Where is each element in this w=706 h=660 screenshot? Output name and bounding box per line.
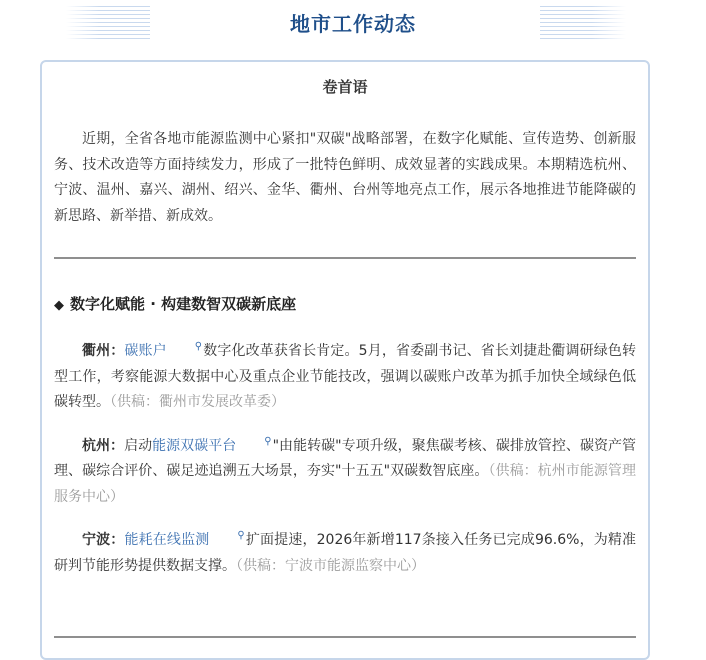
content-card-inner — [54, 62, 636, 579]
entry-prefix: 启动 — [124, 437, 153, 454]
intro-heading: 卷首语 — [322, 78, 368, 96]
entry-text: "由能转碳"专项升级，聚焦碳考核、碳排放管控、碳资产管理、碳综合评价、碳足迹追溯五大场景，夯实"十五五"双碳数智底座。 — [54, 437, 637, 479]
entry-text: 数字化改革获省长肯定。5月，省委副书记、省长刘捷赴衢调研绿色转型工作，考察能源大数据中心及重点企业节能技改，强调以碳账户改革为抓手加快全域绿色低碳转型。 — [54, 343, 637, 410]
news-entry-quzhou: 衢州：碳账户 ⚲数字化改革获省长肯定。5月，省委副书记、省长刘捷赴衢调研绿色转型工作，考察能源大数据中心及重点企业节能技改，强调以碳账户改革为抓手加快全域绿色低碳转型。（供稿：衢州市发展改革委） — [54, 341, 637, 410]
entry-source: （供稿：衢州市发展改革委） — [110, 394, 285, 410]
page-title: 地市工作动态 — [290, 12, 416, 36]
entry-source: （供稿：杭州市能源管理服务中心） — [54, 463, 636, 505]
entry-text: 扩面提速，2026年新增117条接入任务已完成96.6%，为精准研判节能形势提供数据支撑。 — [54, 532, 637, 574]
content-card — [40, 60, 650, 660]
category-title — [54, 293, 636, 315]
entry-keyword-link[interactable]: 能耗在线监测 — [124, 532, 210, 548]
entry-city: 衢州： — [82, 343, 125, 359]
intro-paragraph: 近期，全省各地市能源监测中心紧扣"双碳"战略部署，在数字化赋能、宣传造势、创新服务、技术改造等方面持续发力，形成了一批特色鲜明、成效显著的实践成果。本期精选杭州、宁波、温州、嘉兴、湖州、绍兴、金华、衢州、台州等地亮点工作，展示各地推进节能降碳的新思路、新举措、新成效。 — [54, 131, 636, 224]
entry-keyword-link[interactable]: 能源双碳平台 — [152, 437, 237, 454]
news-entry-ningbo: 宁波：能耗在线监测 ⚲扩面提速，2026年新增117条接入任务已完成96.6%，为精准研判节能形势提供数据支撑。（供稿：宁波市能源监察中心） — [54, 530, 637, 574]
entry-city: 杭州： — [82, 437, 125, 454]
entry-source: （供稿：宁波市能源监察中心） — [236, 557, 425, 574]
entry-keyword-link[interactable]: 碳账户 — [124, 343, 167, 359]
entry-city: 宁波： — [82, 532, 125, 548]
category-title-text: 数字化赋能 · 构建数智双碳新底座 — [70, 295, 297, 313]
page-header — [0, 0, 706, 48]
diamond-bullet-icon: ◆ — [54, 298, 64, 313]
section-divider — [54, 257, 636, 259]
news-entry-hangzhou: 杭州：启动能源双碳平台 ⚲"由能转碳"专项升级，聚焦碳考核、碳排放管控、碳资产管理、碳综合评价、碳足迹追溯五大场景，夯实"十五五"双碳数智底座。（供稿：杭州市能源管理服务中心） — [54, 435, 637, 505]
